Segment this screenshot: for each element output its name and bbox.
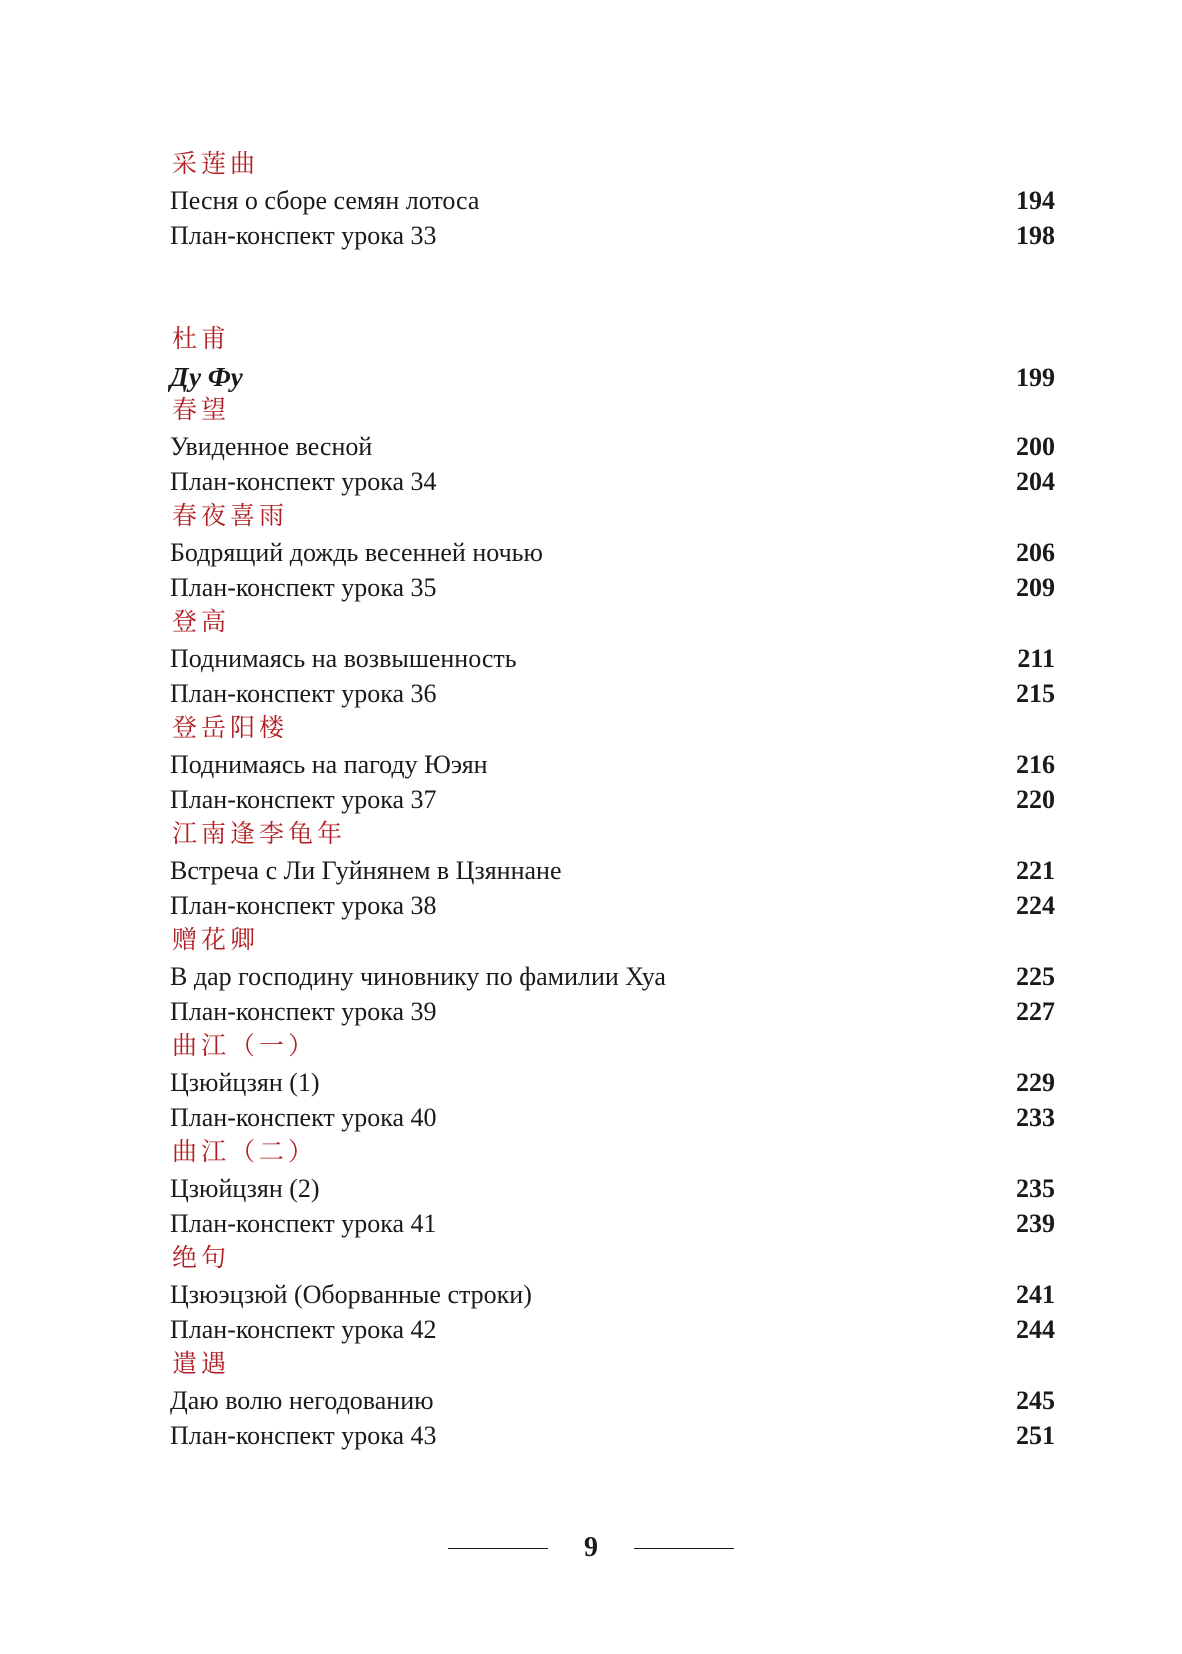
lesson-plan-entry[interactable] [170,782,1055,818]
author-chinese-heading: 杜甫 [172,326,231,353]
page-number: 9 [584,1532,598,1563]
entry-title: План-конспект урока 35 [170,573,437,602]
lesson-plan-entry[interactable] [170,464,1055,500]
poem-chinese-heading: 赠花卿 [172,927,260,954]
entry-page: 204 [1016,467,1055,496]
entry-page: 200 [1016,432,1055,461]
poem-chinese-heading: 曲江（二） [172,1139,318,1166]
author-title: Ду Фу [170,362,243,392]
poem-chinese-heading: 遣遇 [172,1351,231,1378]
lesson-plan-entry[interactable] [170,1206,1055,1242]
poem-chinese-heading: 江南逢李龟年 [172,821,347,848]
poem-chinese-heading: 曲江（一） [172,1033,318,1060]
entry-title: План-конспект урока 33 [170,221,437,250]
entry-page: 194 [1016,186,1055,215]
chinese-heading: 采莲曲 [172,151,260,178]
entry-title: Цзюйцзян (1) [170,1068,320,1097]
entry-title: Даю волю негодованию [170,1386,434,1415]
poem-entry[interactable] [170,1277,1055,1313]
lesson-plan-entry[interactable] [170,888,1055,924]
footer-rule-right [634,1548,734,1549]
entry-page: 198 [1016,221,1055,250]
entry-page: 244 [1016,1315,1055,1344]
entry-page: 235 [1016,1174,1055,1203]
entry-title: Поднимаясь на пагоду Юэян [170,750,488,779]
entry-title: План-конспект урока 43 [170,1421,437,1450]
page-footer [0,1530,1182,1566]
entry-title: Увиденное весной [170,432,373,461]
poem-entry[interactable] [170,1171,1055,1207]
poem-chinese-heading: 春夜喜雨 [172,503,289,530]
entry-page: 206 [1016,538,1055,567]
poem-entry[interactable] [170,1383,1055,1419]
entry-page: 245 [1016,1386,1055,1415]
entry-page: 215 [1016,679,1055,708]
author-page: 199 [1016,363,1055,392]
entry-page: 251 [1016,1421,1055,1450]
entry-page: 224 [1016,891,1055,920]
entry-page: 239 [1016,1209,1055,1238]
toc-entry[interactable] [170,183,1055,219]
lesson-plan-entry[interactable] [170,570,1055,606]
entry-page: 227 [1016,997,1055,1026]
poem-chinese-heading: 登高 [172,609,231,636]
entry-title: Встреча с Ли Гуйнянем в Цзяннане [170,856,562,885]
entry-page: 241 [1016,1280,1055,1309]
entry-title: План-конспект урока 38 [170,891,437,920]
entry-title: План-конспект урока 34 [170,467,437,496]
entry-title: Цзюйцзян (2) [170,1174,320,1203]
entry-title: План-конспект урока 37 [170,785,437,814]
entry-page: 220 [1016,785,1055,814]
poem-entry[interactable] [170,1065,1055,1101]
entry-title: План-конспект урока 36 [170,679,437,708]
poem-entry[interactable] [170,747,1055,783]
lesson-plan-entry[interactable] [170,676,1055,712]
entry-title: В дар господину чиновнику по фамилии Хуа [170,962,666,991]
lesson-plan-entry[interactable] [170,1100,1055,1136]
poem-entry[interactable] [170,535,1055,571]
footer-rule-left [448,1548,548,1549]
lesson-plan-entry[interactable] [170,994,1055,1030]
entry-title: План-конспект урока 41 [170,1209,437,1238]
entry-title: План-конспект урока 42 [170,1315,437,1344]
entry-page: 211 [1017,644,1055,673]
entry-page: 209 [1016,573,1055,602]
entry-title: Цзюэцзюй (Оборванные строки) [170,1280,532,1309]
poem-entry[interactable] [170,429,1055,465]
entry-page: 221 [1016,856,1055,885]
entry-title: Поднимаясь на возвышенность [170,644,517,673]
poem-entry[interactable] [170,641,1055,677]
entry-page: 216 [1016,750,1055,779]
entry-page: 225 [1016,962,1055,991]
toc-entry[interactable] [170,218,1055,254]
author-entry[interactable] [170,359,1055,396]
lesson-plan-entry[interactable] [170,1418,1055,1454]
poem-chinese-heading: 春望 [172,397,231,424]
lesson-plan-entry[interactable] [170,1312,1055,1348]
poem-chinese-heading: 登岳阳楼 [172,715,289,742]
poem-chinese-heading: 绝句 [172,1245,231,1272]
poem-entry[interactable] [170,853,1055,889]
poem-entry[interactable] [170,959,1055,995]
entry-title: Песня о сборе семян лотоса [170,186,480,215]
entry-page: 229 [1016,1068,1055,1097]
entry-title: Бодрящий дождь весенней ночью [170,538,543,567]
entry-title: План-конспект урока 40 [170,1103,437,1132]
entry-title: План-конспект урока 39 [170,997,437,1026]
entry-page: 233 [1016,1103,1055,1132]
